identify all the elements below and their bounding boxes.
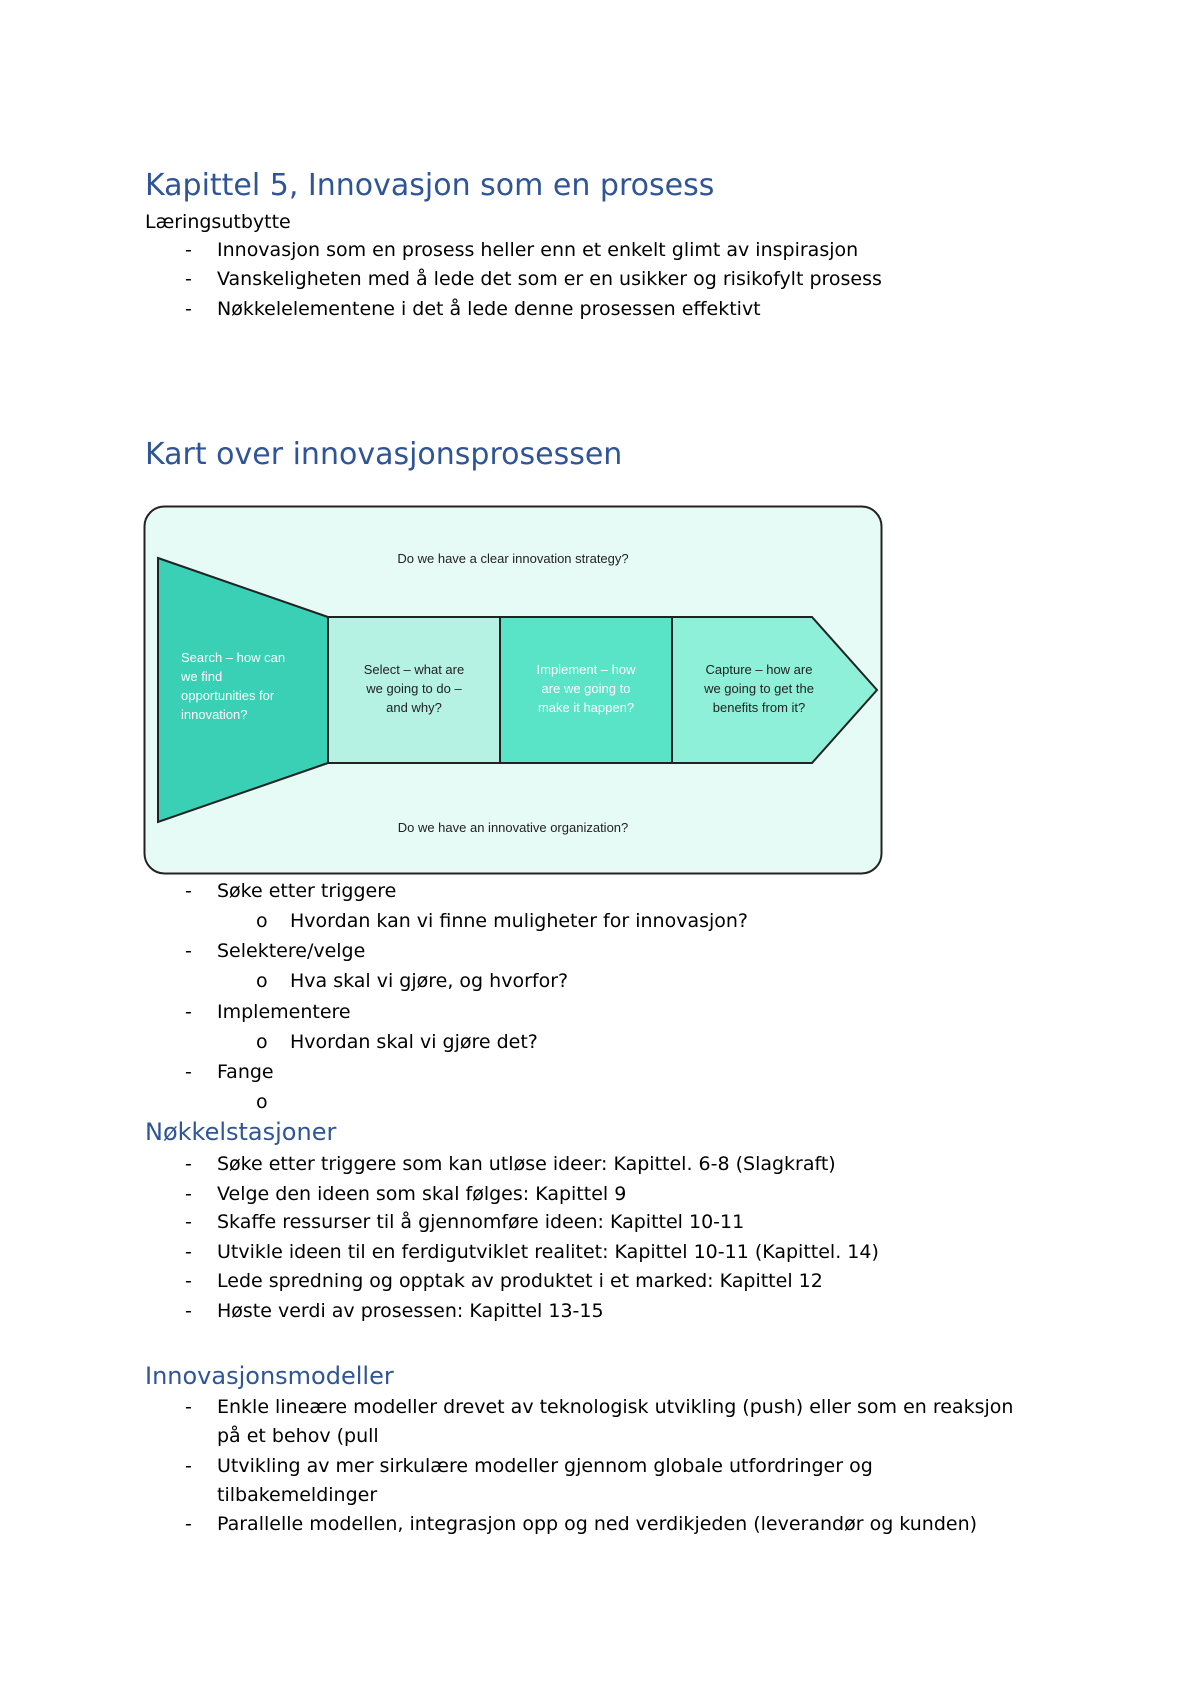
strategy-question: Do we have a clear innovation strategy? (397, 551, 629, 566)
model-item-continuation: på et behov (pull (217, 1425, 379, 1447)
innovation-process-diagram (143, 505, 883, 875)
key-station-item: - Skaffe ressurser til å gjennomføre ideen: Kapittel 10-11 (217, 1213, 744, 1232)
capture-stage-text (703, 662, 814, 715)
implement-stage-text (537, 662, 637, 715)
implement-stage-line: are we going to (541, 681, 631, 696)
process-item: - Fange (217, 1063, 274, 1082)
capture-stage-line: we going to get the (704, 681, 814, 696)
implement-stage-line: make it happen? (537, 700, 635, 715)
process-subitem: o Hvordan kan vi finne muligheter for innovasjon? (290, 912, 748, 931)
model-item-continuation: tilbakemeldinger (217, 1484, 378, 1506)
capture-stage-line: benefits from it? (712, 700, 806, 715)
chapter-heading: Kapittel 5, Innovasjon som en prosess (145, 168, 715, 203)
select-stage-line: Select – what are (363, 662, 465, 677)
process-item: - Søke etter triggere (217, 882, 396, 901)
learning-item: - Innovasjon som en prosess heller enn et enkelt glimt av inspirasjon (217, 241, 858, 260)
key-station-item: - Høste verdi av prosessen: Kapittel 13-15 (217, 1302, 604, 1321)
search-stage-line: Search – how can (181, 650, 286, 665)
process-item: - Implementere (217, 1003, 351, 1022)
capture-stage-line: Capture – how are (705, 662, 813, 677)
key-station-item: - Søke etter triggere som kan utløse ideer: Kapittel. 6-8 (Slagkraft) (217, 1155, 836, 1174)
key-station-item: - Lede spredning og opptak av produktet i et marked: Kapittel 12 (217, 1272, 823, 1291)
learning-item: - Vanskeligheten med å lede det som er en usikker og risikofylt prosess (217, 270, 882, 289)
process-subitem: o Hvordan skal vi gjøre det? (290, 1033, 538, 1052)
process-item: - Selektere/velge (217, 942, 365, 961)
search-stage-line: we find (181, 669, 223, 684)
learning-item: - Nøkkelelementene i det å lede denne prosessen effektivt (217, 300, 761, 319)
process-subitem: o Hva skal vi gjøre, og hvorfor? (290, 972, 568, 991)
key-station-item: - Utvikle ideen til en ferdigutviklet realitet: Kapittel 10-11 (Kapittel. 14) (217, 1243, 879, 1262)
key-stations-heading: Nøkkelstasjoner (145, 1118, 337, 1146)
search-stage-line: innovation? (181, 707, 248, 722)
search-stage-line: opportunities for (181, 688, 275, 703)
organization-question: Do we have an innovative organization? (397, 820, 629, 835)
map-heading: Kart over innovasjonsprosessen (145, 437, 623, 472)
model-item: - Parallelle modellen, integrasjon opp og ned verdikjeden (leverandør og kunden) (217, 1515, 977, 1534)
key-station-item: - Velge den ideen som skal følges: Kapittel 9 (217, 1185, 626, 1204)
model-item: - Utvikling av mer sirkulære modeller gjennom globale utfordringer og (217, 1457, 873, 1476)
innovation-models-heading: Innovasjonsmodeller (145, 1362, 394, 1390)
implement-stage-line: Implement – how (536, 662, 636, 677)
learning-outcomes-label: Læringsutbytte (145, 211, 291, 233)
model-item: - Enkle lineære modeller drevet av teknologisk utvikling (push) eller som en reaksjon (217, 1398, 1013, 1417)
select-stage-line: and why? (386, 700, 442, 715)
select-stage-line: we going to do – (366, 681, 462, 696)
